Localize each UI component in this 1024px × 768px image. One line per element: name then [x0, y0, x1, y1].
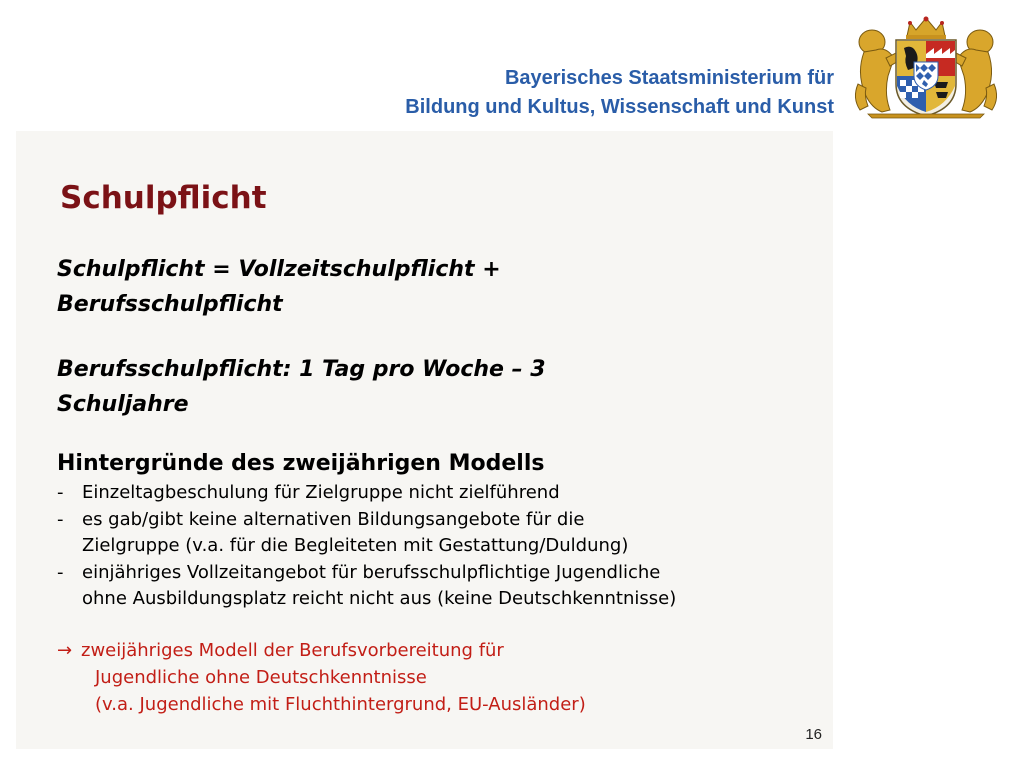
right-lion-icon — [952, 30, 997, 112]
definition-line-2: Berufsschulpflicht — [57, 292, 283, 317]
list-item — [57, 560, 837, 613]
left-lion-icon — [855, 30, 900, 112]
background-list — [57, 480, 837, 613]
dash-marker: - — [57, 508, 64, 530]
list-item-text: Zielgruppe (v.a. für die Begleiteten mit Gestattung/Duldung) — [82, 535, 629, 556]
ministry-name-line1: Bayerisches Staatsministerium für — [504, 67, 834, 89]
bavarian-coat-of-arms-icon — [850, 14, 1002, 120]
dash-marker: - — [57, 482, 64, 503]
duty-line-2: Schuljahre — [57, 392, 189, 417]
background-heading: Hintergründe des zweijährigen Modells — [57, 451, 545, 476]
conclusion-line-2: Jugendliche ohne Deutschkenntnisse — [95, 666, 427, 688]
conclusion-line-1: zweijähriges Modell der Berufsvorbereitung für — [81, 639, 504, 661]
duty-line-1: Berufsschulpflicht: 1 Tag pro Woche – 3 — [57, 357, 546, 382]
dash-marker: - — [57, 561, 64, 583]
list-item-text: einjähriges Vollzeitangebot für berufsschulpflichtige Jugendliche — [82, 561, 661, 583]
crown-icon — [906, 17, 946, 40]
conclusion-line-3: (v.a. Jugendliche mit Fluchthintergrund, EU-Ausländer) — [95, 693, 586, 715]
duty-text — [57, 352, 837, 422]
list-item — [57, 480, 837, 507]
definition-line-1: Schulpflicht = Vollzeitschulpflicht + — [57, 257, 501, 282]
list-item-text: Einzeltagbeschulung für Zielgruppe nicht zielführend — [82, 482, 560, 503]
slide-content — [57, 252, 837, 718]
ministry-name-line2: Bildung und Kultus, Wissenschaft und Kunst — [405, 96, 834, 118]
list-item-text: ohne Ausbildungsplatz reicht nicht aus (keine Deutschkenntnisse) — [82, 588, 677, 609]
slide-title: Schulpflicht — [60, 180, 267, 216]
definition-text — [57, 252, 837, 322]
ministry-header — [405, 64, 834, 122]
arrow-right-icon: → — [57, 639, 73, 661]
page-number: 16 — [805, 726, 822, 743]
conclusion — [57, 637, 837, 718]
shield-icon — [896, 40, 956, 116]
list-item-text: es gab/gibt keine alternativen Bildungsangebote für die — [82, 508, 585, 530]
list-item — [57, 507, 837, 560]
